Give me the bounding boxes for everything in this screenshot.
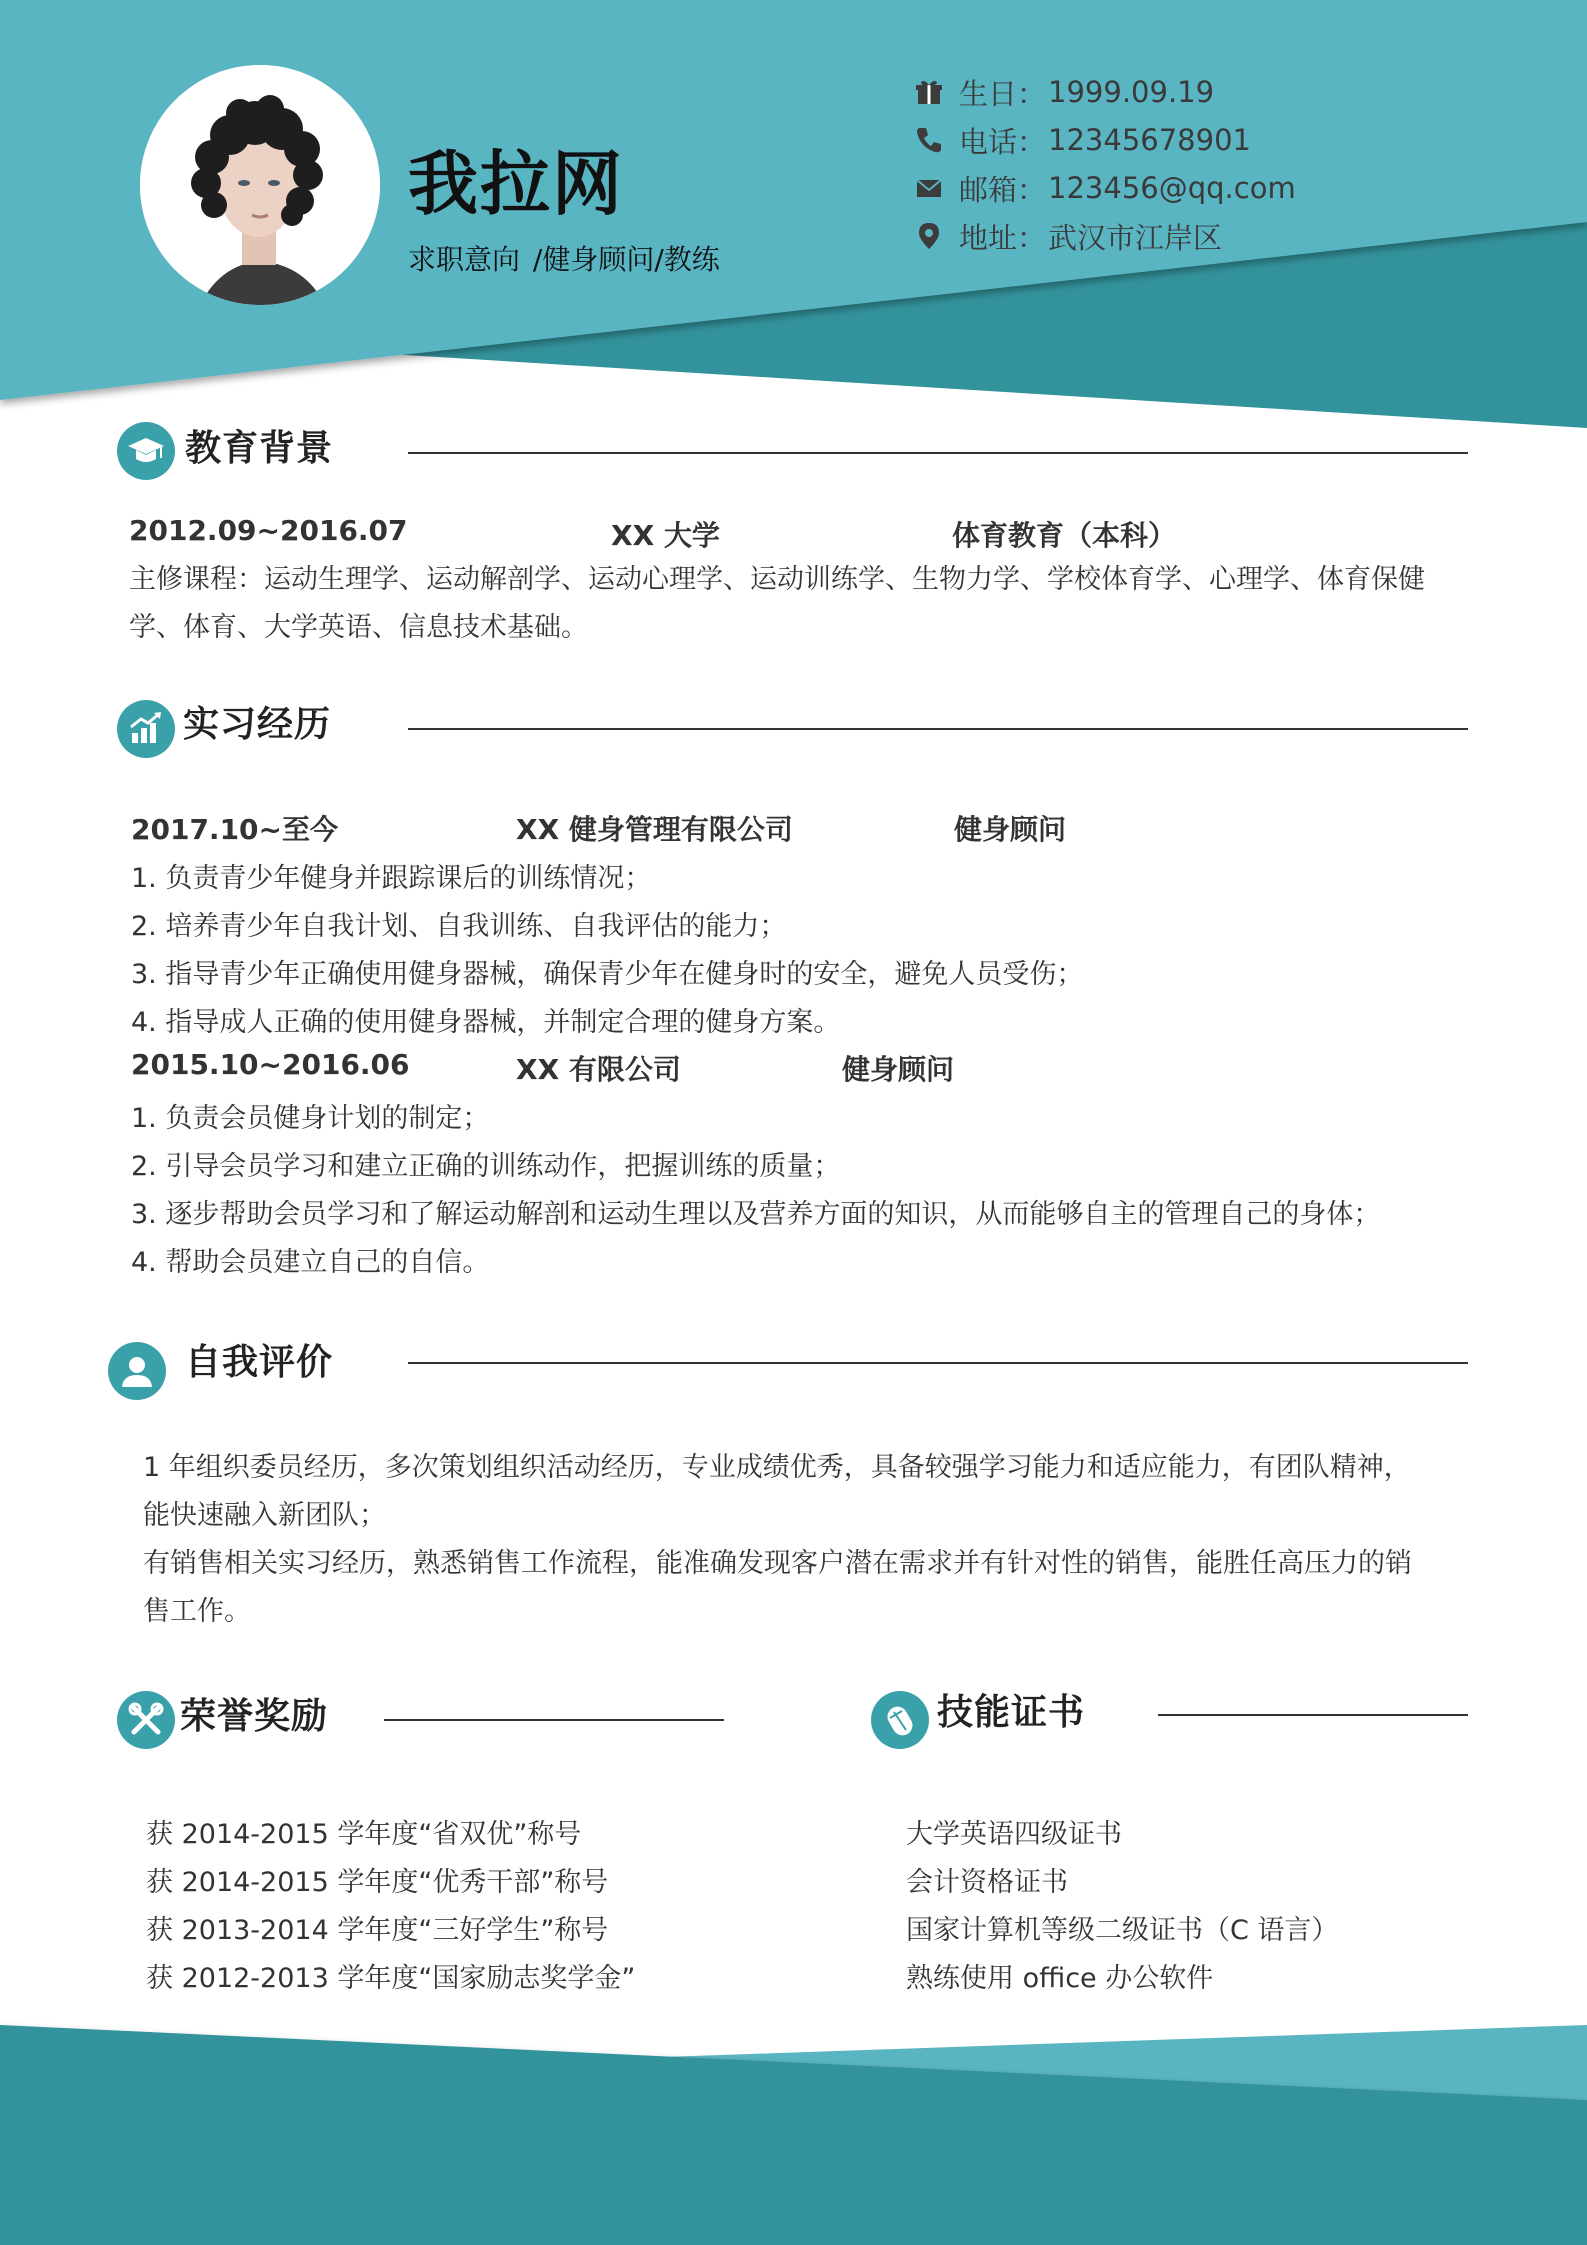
honor-item-2: 获 2014-2015 学年度“优秀干部”称号 [146, 1867, 609, 1898]
skill-item-3: 国家计算机等级二级证书（C 语言） [906, 1915, 1339, 1946]
internship-title: 实习经历 [183, 704, 332, 745]
candidate-name: 我拉网 [408, 143, 624, 225]
user-icon [108, 1342, 166, 1400]
graduation-cap-icon [117, 422, 175, 480]
honors-divider [384, 1719, 724, 1721]
job-1-duty-4: 4. 指导成人正确的使用健身器械，并制定合理的健身方案。 [131, 1007, 841, 1038]
education-divider [408, 452, 1468, 454]
email-label: 邮箱： [959, 172, 1047, 207]
growth-chart-icon [117, 700, 175, 758]
avatar [140, 65, 380, 305]
contact-email [913, 168, 1296, 208]
skill-item-1: 大学英语四级证书 [906, 1819, 1122, 1850]
job-1-company: XX 健身管理有限公司 [516, 813, 793, 846]
skills-title: 技能证书 [937, 1692, 1086, 1733]
location-icon [913, 220, 945, 252]
job-intent-label: 求职意向 [408, 243, 521, 276]
contact-address [913, 216, 1222, 256]
email-value: 123456@qq.com [1048, 171, 1296, 205]
job-intent [408, 238, 724, 278]
job-2-duty-3: 3. 逐步帮助会员学习和了解运动解剖和运动生理以及营养方面的知识，从而能够自主的管理自己的身体； [131, 1199, 1381, 1230]
job-2-duty-1: 1. 负责会员健身计划的制定； [131, 1103, 490, 1134]
education-school: XX 大学 [611, 519, 720, 552]
phone-icon [913, 124, 945, 156]
birthday-value: 1999.09.19 [1048, 75, 1215, 109]
honors-title: 荣誉奖励 [180, 1696, 329, 1737]
job-2-duty-2: 2. 引导会员学习和建立正确的训练动作，把握训练的质量； [131, 1151, 841, 1182]
self-eval-paragraph-2: 有销售相关实习经历，熟悉销售工作流程，能准确发现客户潜在需求并有针对性的销售，能胜任高压力的销售工作。 [143, 1548, 1412, 1627]
self-eval-paragraph-1: 1 年组织委员经历，多次策划组织活动经历，专业成绩优秀，具备较强学习能力和适应能力，有团队精神，能快速融入新团队； [143, 1452, 1411, 1531]
job-1-position: 健身顾问 [954, 813, 1067, 846]
education-period: 2012.09~2016.07 [129, 514, 408, 547]
address-value: 武汉市江岸区 [1048, 220, 1223, 255]
tools-icon [117, 1691, 175, 1749]
self-eval-title: 自我评价 [185, 1342, 334, 1383]
education-title: 教育背景 [185, 428, 334, 469]
contact-birthday [913, 72, 1214, 112]
job-2-position: 健身顾问 [842, 1053, 955, 1086]
education-courses: 主修课程：运动生理学、运动解剖学、运动心理学、运动训练学、生物力学、学校体育学、心理学、体育保健学、体育、大学英语、信息技术基础。 [129, 564, 1425, 643]
honor-item-1: 获 2014-2015 学年度“省双优”称号 [146, 1819, 582, 1850]
job-2-period: 2015.10~2016.06 [131, 1048, 410, 1081]
mouse-icon [871, 1691, 929, 1749]
gift-icon [913, 76, 945, 108]
phone-value: 12345678901 [1048, 123, 1251, 157]
skills-divider [1158, 1714, 1468, 1716]
job-1-duty-2: 2. 培养青少年自我计划、自我训练、自我评估的能力； [131, 911, 787, 942]
contact-phone [913, 120, 1251, 160]
job-2-company: XX 有限公司 [516, 1053, 681, 1086]
job-1-duty-3: 3. 指导青少年正确使用健身器械，确保青少年在健身时的安全，避免人员受伤； [131, 959, 1084, 990]
education-major: 体育教育（本科） [952, 519, 1177, 552]
address-label: 地址： [959, 220, 1047, 255]
skill-item-2: 会计资格证书 [906, 1867, 1068, 1898]
self-eval-divider [408, 1362, 1468, 1364]
phone-label: 电话： [959, 124, 1047, 159]
skill-item-4: 熟练使用 office 办公软件 [906, 1963, 1214, 1994]
birthday-label: 生日： [959, 76, 1047, 111]
job-intent-value: /健身顾问/教练 [532, 243, 720, 276]
internship-divider [408, 728, 1468, 730]
job-1-period: 2017.10~至今 [131, 813, 338, 846]
honor-item-4: 获 2012-2013 学年度“国家励志奖学金” [146, 1963, 636, 1994]
job-1-duty-1: 1. 负责青少年健身并跟踪课后的训练情况； [131, 863, 652, 894]
job-2-duty-4: 4. 帮助会员建立自己的自信。 [131, 1247, 490, 1278]
mail-icon [913, 172, 945, 204]
honor-item-3: 获 2013-2014 学年度“三好学生”称号 [146, 1915, 609, 1946]
